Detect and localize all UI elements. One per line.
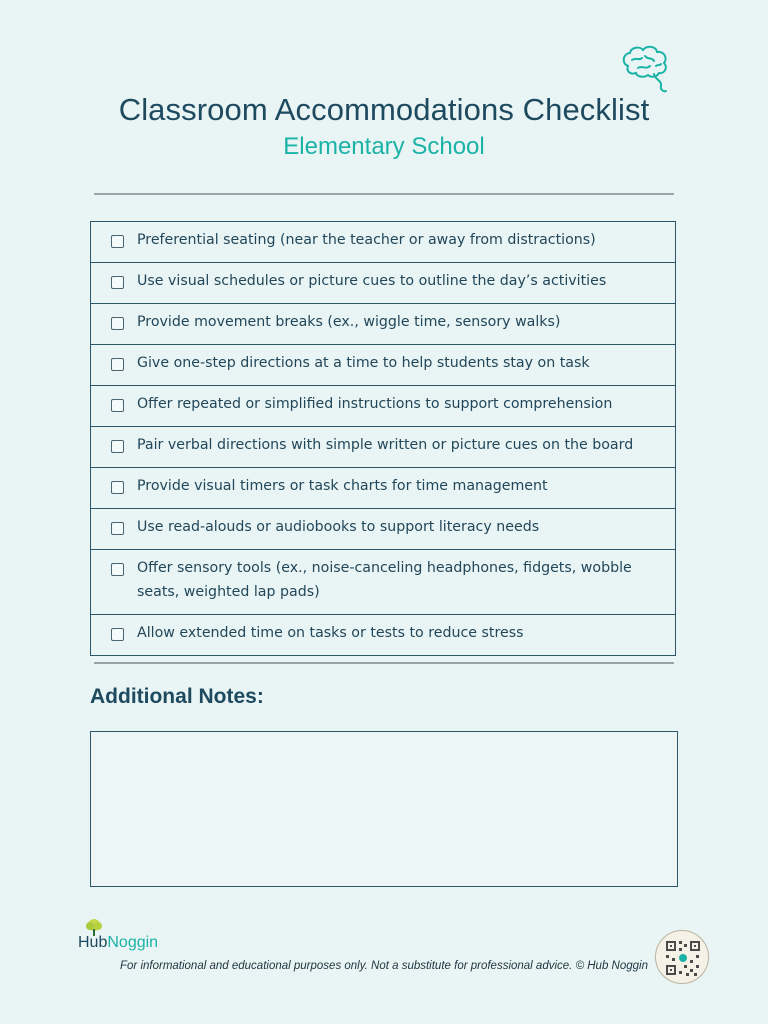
checkbox-icon[interactable] [111, 563, 124, 576]
checkbox-icon[interactable] [111, 628, 124, 641]
checklist-item-label: Provide movement breaks (ex., wiggle time, sensory walks) [137, 314, 561, 330]
checklist-item[interactable] [91, 509, 675, 550]
checklist-item[interactable] [91, 427, 675, 468]
checklist-item[interactable] [91, 345, 675, 386]
checklist-item[interactable] [91, 222, 675, 263]
checklist-item[interactable] [91, 468, 675, 509]
page-title: Classroom Accommodations Checklist [118, 92, 650, 127]
checklist-item-label: Offer repeated or simplified instructions to support comprehension [137, 396, 613, 412]
notes-heading: Additional Notes: [90, 685, 264, 708]
checkbox-icon[interactable] [111, 317, 124, 330]
checklist-item[interactable] [91, 386, 675, 427]
hub-noggin-logo [78, 918, 174, 954]
checklist-item[interactable] [91, 615, 675, 655]
checklist-item[interactable] [91, 550, 675, 615]
checkbox-icon[interactable] [111, 235, 124, 248]
checkbox-icon[interactable] [111, 440, 124, 453]
checkbox-icon[interactable] [111, 276, 124, 289]
checklist-item-label: Pair verbal directions with simple written or picture cues on the board [137, 437, 634, 453]
checklist-item-label: Use read-alouds or audiobooks to support literacy needs [137, 519, 540, 535]
checklist-item-label: Use visual schedules or picture cues to outline the day’s activities [137, 273, 607, 289]
checkbox-icon[interactable] [111, 399, 124, 412]
brand-wordmark [78, 934, 158, 952]
disclaimer-text: For informational and educational purposes only. Not a substitute for professional advice. © Hub Noggin [120, 960, 648, 972]
checklist-item-label: Allow extended time on tasks or tests to reduce stress [137, 625, 524, 641]
qr-code-icon [655, 930, 709, 984]
checklist-item-label: Provide visual timers or task charts for time management [137, 478, 548, 494]
checklist-item[interactable] [91, 263, 675, 304]
notes-field[interactable] [90, 731, 678, 887]
checkbox-icon[interactable] [111, 522, 124, 535]
brand-noggin: Noggin [107, 934, 159, 951]
top-divider [94, 193, 674, 195]
brain-icon [618, 44, 674, 94]
checkbox-icon[interactable] [111, 358, 124, 371]
checklist-item-label: Preferential seating (near the teacher or away from distractions) [137, 232, 596, 248]
page-subtitle: Elementary School [283, 133, 485, 160]
checklist-item[interactable] [91, 304, 675, 345]
bottom-divider [94, 662, 674, 664]
checklist-item-label: Give one-step directions at a time to help students stay on task [137, 355, 590, 371]
checklist-item-label: Offer sensory tools (ex., noise-canceling headphones, fidgets, wobble seats, weighted lap pads) [137, 560, 632, 600]
accommodations-checklist [90, 221, 676, 656]
checkbox-icon[interactable] [111, 481, 124, 494]
brand-hub: Hub [78, 934, 108, 951]
